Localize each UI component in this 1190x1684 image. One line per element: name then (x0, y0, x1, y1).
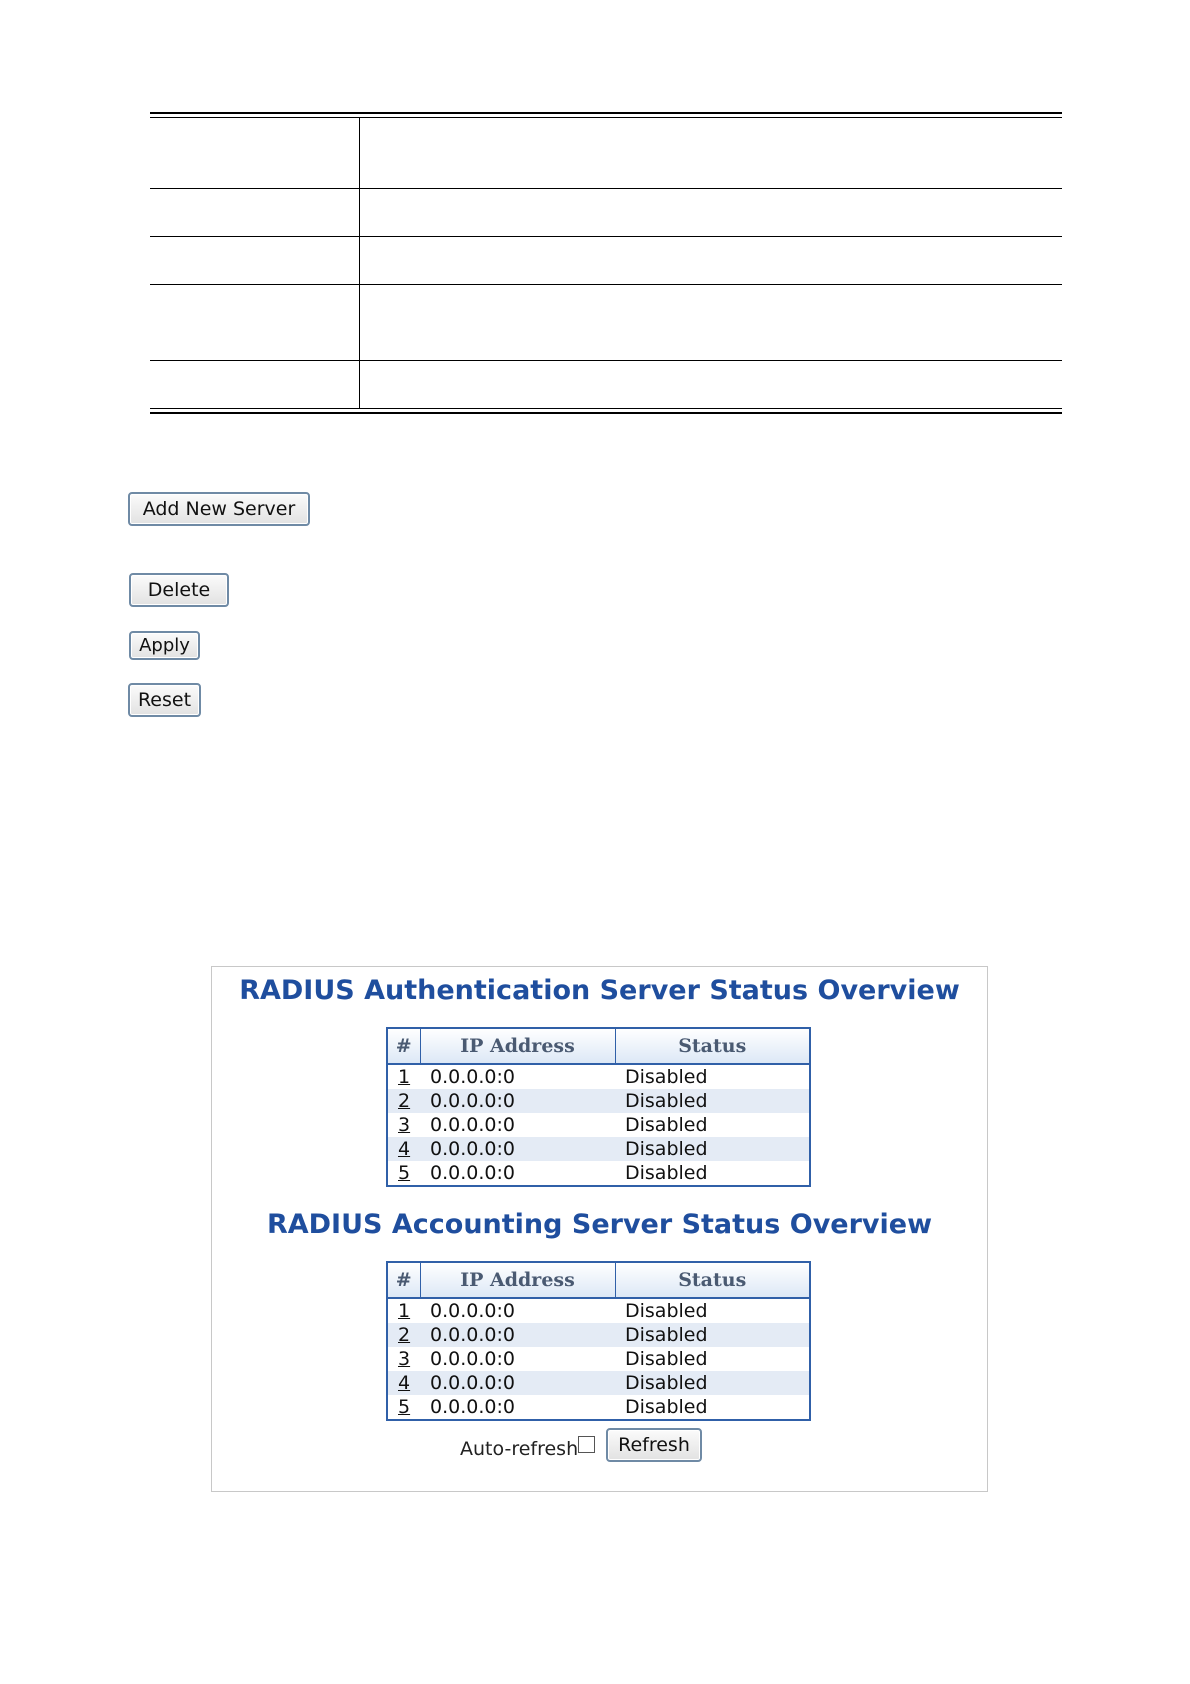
server-link[interactable]: 5 (398, 1396, 411, 1418)
delete-button[interactable]: Delete (129, 573, 229, 607)
status-cell: Disabled (625, 1066, 708, 1088)
server-link[interactable]: 2 (398, 1090, 411, 1112)
status-cell: Disabled (625, 1396, 708, 1418)
column-header-ip-address: IP Address (420, 1028, 615, 1064)
server-link[interactable]: 3 (398, 1348, 411, 1370)
table-cell-object (150, 285, 360, 360)
status-cell: Disabled (615, 1371, 810, 1395)
table-row (150, 361, 1062, 409)
status-cell: Disabled (615, 1323, 810, 1347)
ip-address-cell: 0.0.0.0:0 (420, 1323, 615, 1347)
status-cell: Disabled (625, 1348, 708, 1370)
status-cell: Disabled (625, 1162, 708, 1184)
status-cell: Disabled (625, 1300, 708, 1322)
ip-address-cell: 0.0.0.0:0 (430, 1066, 515, 1088)
ip-address-cell: 0.0.0.0:0 (420, 1371, 615, 1395)
auto-refresh-label: Auto-refresh (460, 1438, 579, 1460)
column-header-number: # (387, 1262, 420, 1298)
ip-address-cell: 0.0.0.0:0 (430, 1348, 515, 1370)
table-row (387, 1089, 810, 1113)
column-header-status: Status (615, 1028, 810, 1064)
table-row (387, 1347, 810, 1371)
server-link[interactable]: 2 (398, 1324, 411, 1346)
table-row (387, 1137, 810, 1161)
table-row (387, 1161, 810, 1186)
ip-address-cell: 0.0.0.0:0 (430, 1114, 515, 1136)
radius-status-panel (211, 966, 988, 1492)
ip-address-cell: 0.0.0.0:0 (430, 1300, 515, 1322)
ip-address-cell: 0.0.0.0:0 (430, 1396, 515, 1418)
column-header-status: Status (615, 1262, 810, 1298)
server-link[interactable]: 5 (398, 1162, 411, 1184)
server-link[interactable]: 1 (398, 1300, 411, 1322)
table-cell-object (150, 189, 360, 236)
acct-status-table (386, 1261, 811, 1421)
table-row (387, 1323, 810, 1347)
acct-status-title: RADIUS Accounting Server Status Overview (266, 1209, 933, 1240)
table-cell-object (150, 118, 360, 188)
table-row (387, 1113, 810, 1137)
server-link[interactable]: 1 (398, 1066, 411, 1088)
auth-status-table (386, 1027, 811, 1187)
table-bottom-rule (150, 408, 1062, 414)
table-row (387, 1298, 810, 1323)
refresh-button[interactable]: Refresh (606, 1428, 702, 1462)
column-header-number: # (387, 1028, 420, 1064)
apply-button[interactable]: Apply (129, 631, 200, 660)
table-row (150, 118, 1062, 189)
table-row (387, 1395, 810, 1420)
server-link[interactable]: 3 (398, 1114, 411, 1136)
status-cell: Disabled (625, 1114, 708, 1136)
ip-address-cell: 0.0.0.0:0 (420, 1089, 615, 1113)
auto-refresh-checkbox[interactable] (578, 1436, 595, 1453)
table-row (387, 1371, 810, 1395)
table-row (387, 1064, 810, 1089)
status-cell: Disabled (615, 1089, 810, 1113)
column-header-ip-address: IP Address (420, 1262, 615, 1298)
ip-address-cell: 0.0.0.0:0 (430, 1162, 515, 1184)
reset-button[interactable]: Reset (128, 683, 201, 717)
table-row (150, 189, 1062, 237)
add-new-server-button[interactable]: Add New Server (128, 492, 310, 526)
table-cell-object (150, 361, 360, 409)
table-row (150, 237, 1062, 285)
status-cell: Disabled (615, 1137, 810, 1161)
table-row (150, 285, 1062, 361)
table-cell-object (150, 237, 360, 284)
server-link[interactable]: 4 (398, 1372, 411, 1394)
server-link[interactable]: 4 (398, 1138, 411, 1160)
ip-address-cell: 0.0.0.0:0 (420, 1137, 615, 1161)
auth-status-title: RADIUS Authentication Server Status Overview (239, 975, 960, 1006)
